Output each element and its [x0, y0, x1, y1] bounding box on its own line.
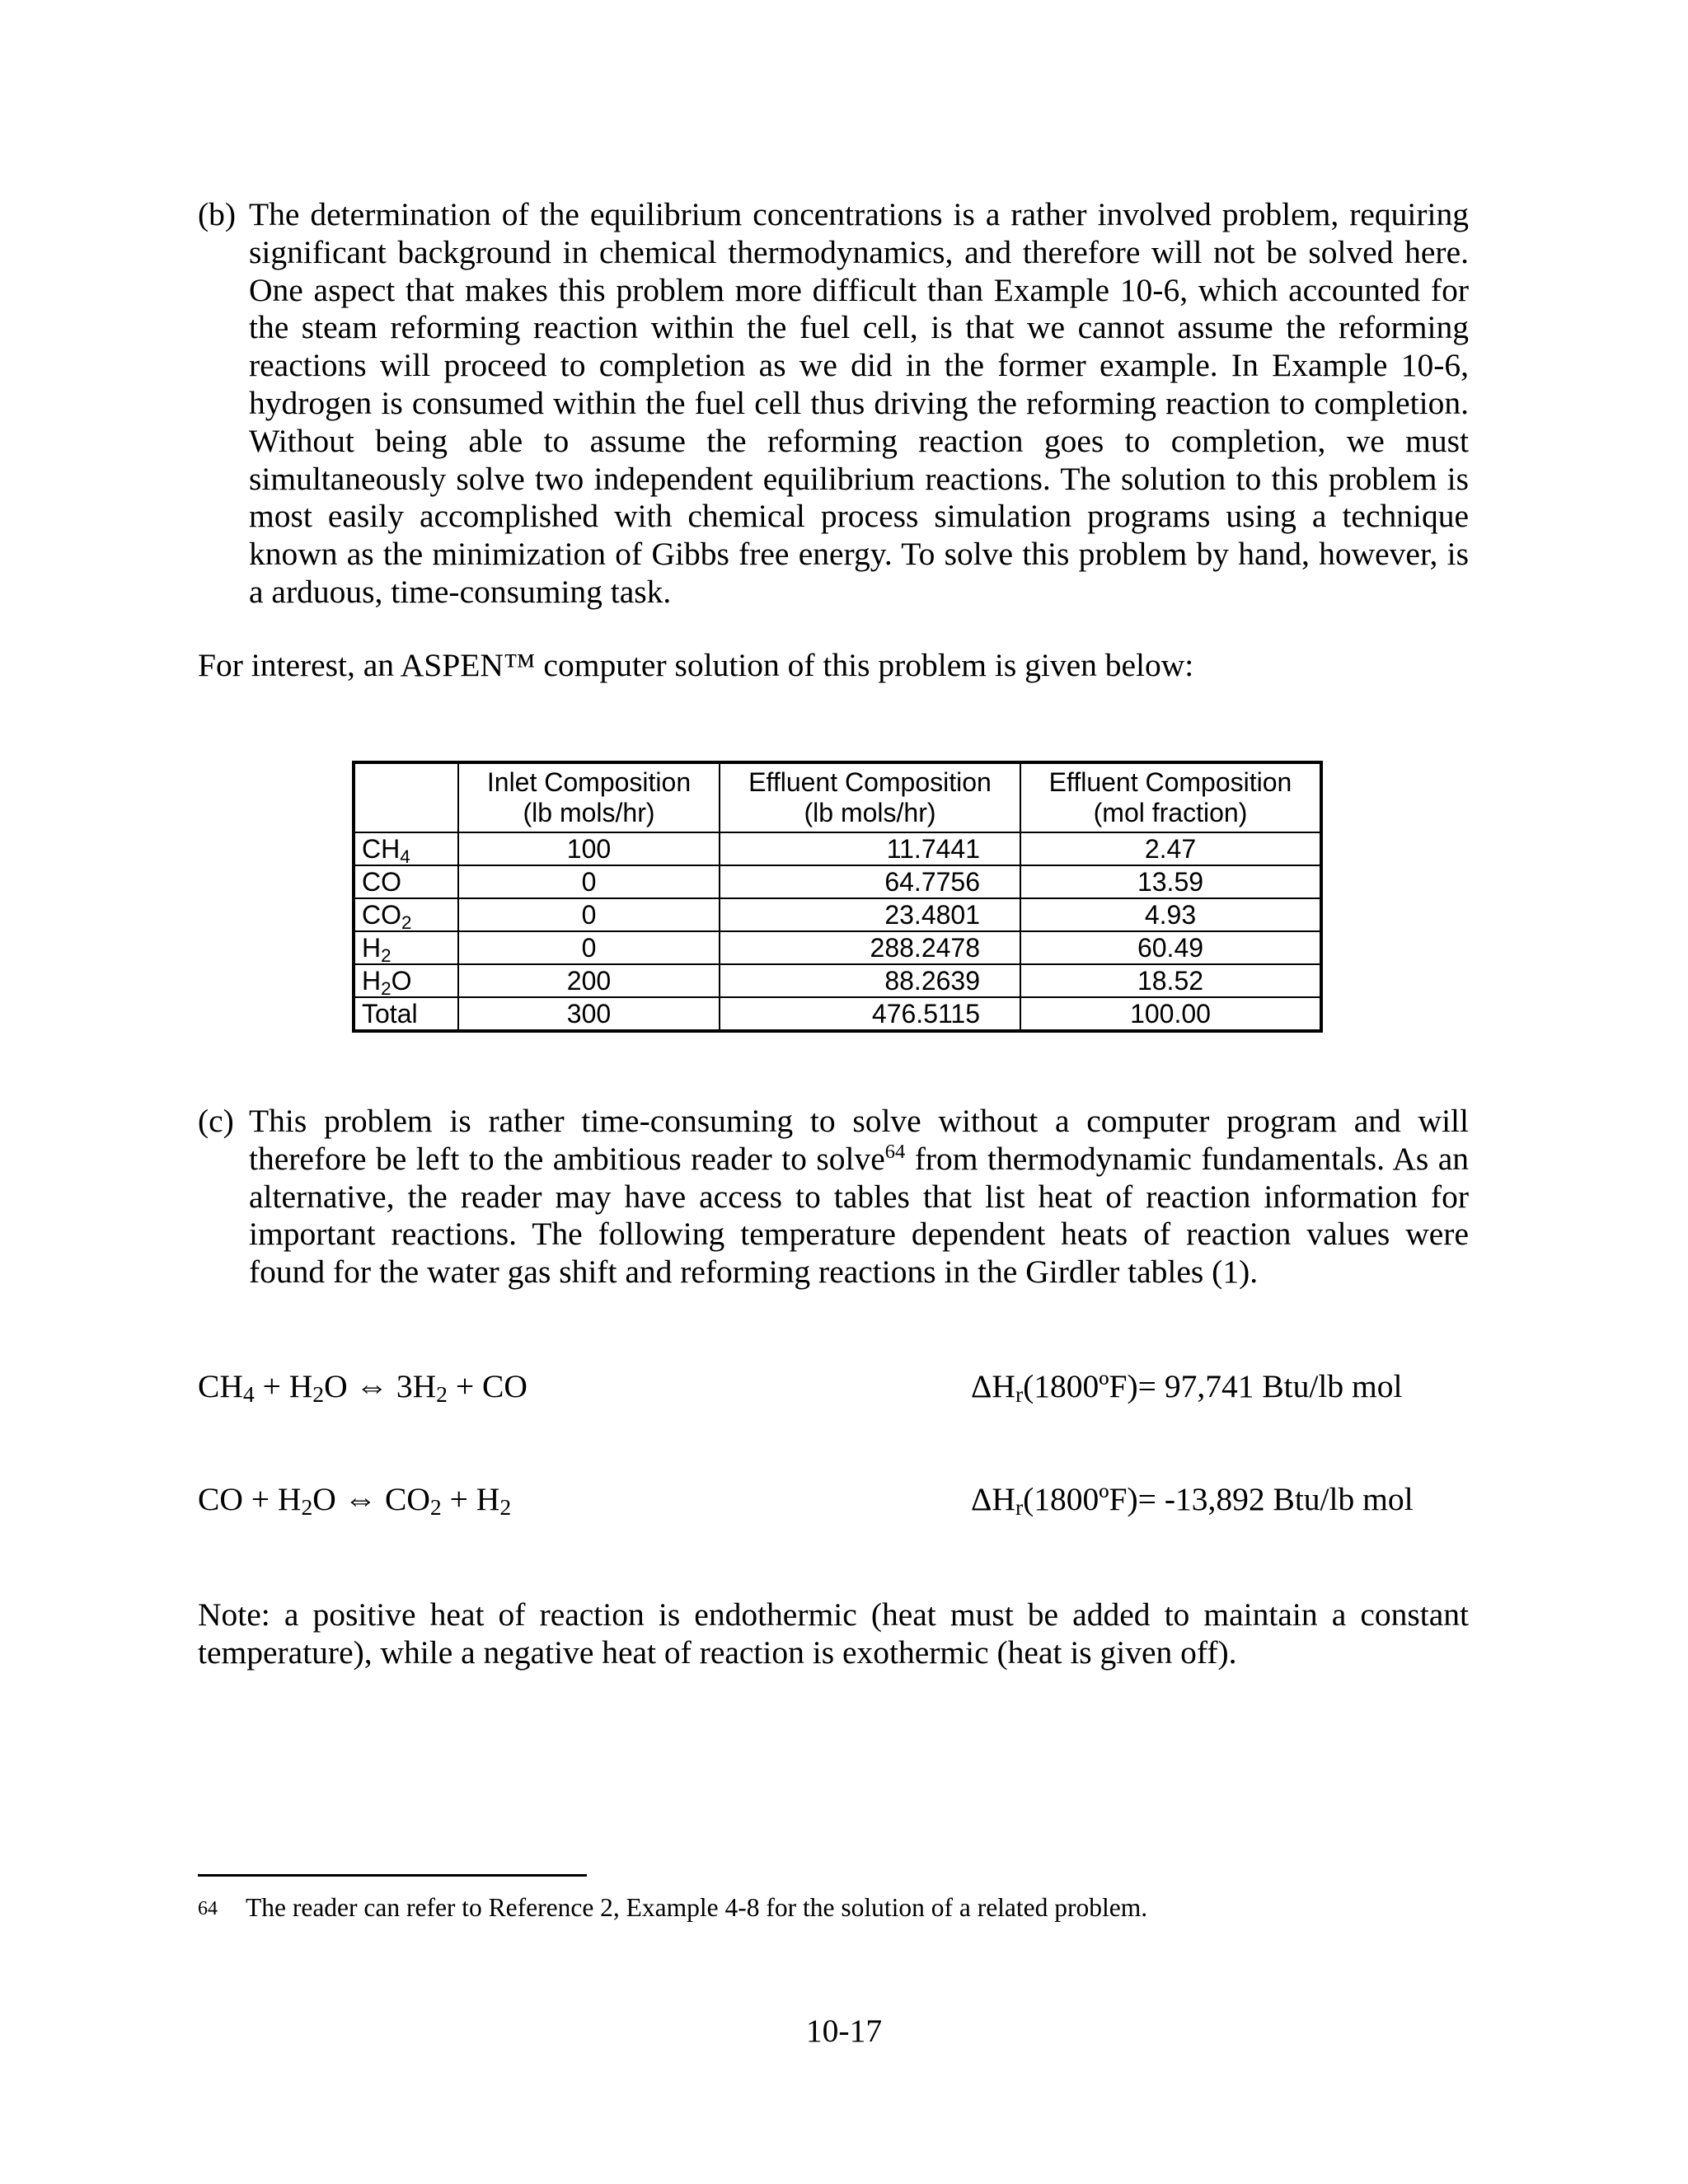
- header-effluent-line2: (lb mols/hr): [804, 798, 936, 827]
- row-component: $CH_4$: [354, 832, 458, 865]
- footnote-divider: [198, 1874, 587, 1877]
- row-component: Total: [354, 997, 458, 1031]
- row-effluent: 23.4801: [720, 898, 1020, 931]
- header-effluent-line1: Effluent Composition: [748, 767, 992, 797]
- footnote-number: 64: [198, 1898, 218, 1919]
- table-row: [354, 964, 1321, 997]
- row-fraction: 2.47: [1020, 832, 1321, 865]
- row-inlet: 100: [458, 832, 720, 865]
- interest-sentence: For interest, an ASPEN™ computer solution of this problem is given below:: [198, 647, 1194, 683]
- aspen-results-table: [352, 761, 1323, 1033]
- page-number: 10-17: [805, 2013, 883, 2049]
- table-row: [354, 832, 1321, 865]
- row-inlet: 0: [458, 865, 720, 898]
- row-fraction: 13.59: [1020, 865, 1321, 898]
- part-c-label: (c): [198, 1103, 234, 1139]
- row-effluent: 64.7756: [720, 865, 1020, 898]
- header-inlet: [458, 762, 720, 832]
- row-fraction: 60.49: [1020, 931, 1321, 964]
- header-inlet-line1: Inlet Composition: [486, 767, 692, 797]
- header-inlet-line2: (lb mols/hr): [523, 798, 655, 827]
- part-b-label: (b): [198, 196, 237, 232]
- header-fraction-line1: Effluent Composition: [1048, 767, 1292, 797]
- part-b-text: The determination of the equilibrium concentrations is a rather involved problem, requiring significant background in chemical thermodynamics, and therefore will not be solved here. One aspect that makes this problem more difficult than Example 10-6, which accounted for the steam reforming reaction within the fuel cell, is that we cannot assume the reforming reactions will proceed to completion as we did in the former example. In Example 10-6, hydrogen is consumed within the fuel cell thus driving the reforming reaction to completion. Without being able to assume the reforming reaction goes to completion, we must simultaneously solve two independent equilibrium reactions. The solution to this problem is most easily accomplished with chemical process simulation programs using a technique known as the minimization of Gibbs free energy. To solve this problem by hand, however, is a arduous, time-consuming task.: [249, 196, 1469, 610]
- header-effluent: [720, 762, 1020, 832]
- header-fraction-line2: (mol fraction): [1093, 798, 1248, 827]
- row-fraction: 4.93: [1020, 898, 1321, 931]
- paragraph-part-c: [198, 1103, 1469, 1291]
- row-inlet: 200: [458, 964, 720, 997]
- row-component: $CO_2$: [354, 898, 458, 931]
- reaction-1-equation: $CH_4 + H_2O$ ⇔ $3H_2$ + CO: [198, 1368, 528, 1407]
- row-effluent: 88.2639: [720, 964, 1020, 997]
- table-row: [354, 997, 1321, 1031]
- row-effluent: 11.7441: [720, 832, 1020, 865]
- paragraph-part-b: [198, 196, 1469, 612]
- table-header-row: [354, 762, 1321, 832]
- table-row: [354, 898, 1321, 931]
- reaction-2-equation: CO + $H_2O$ ⇔ $CO_2 + H_2$: [198, 1481, 512, 1520]
- part-c-text: This problem is rather time-consuming to solve without a computer program and will therefore be left to the ambitious reader to solve$^{64}$ from thermodynamic fundamentals. As an alternative, the reader may have access to tables that list heat of reaction information for important reactions. The following temperature dependent heats of reaction values were found for the water gas shift and reforming reactions in the Girdler tables (1).: [249, 1103, 1469, 1291]
- reaction-1-enthalpy: $\Delta H_r(1800ºF)= 97,741$ Btu/lb mol: [971, 1368, 1403, 1407]
- footnote-text: The reader can refer to Reference 2, Example 4-8 for the solution of a related problem.: [246, 1893, 1148, 1922]
- equilibrium-arrow-icon: ⇔: [355, 1368, 388, 1404]
- table-row: [354, 931, 1321, 964]
- row-inlet: 300: [458, 997, 720, 1031]
- header-blank-cell: [354, 762, 458, 832]
- header-fraction: [1020, 762, 1321, 832]
- row-fraction: 18.52: [1020, 964, 1321, 997]
- table-row: [354, 865, 1321, 898]
- row-effluent: 288.2478: [720, 931, 1020, 964]
- row-fraction: 100.00: [1020, 997, 1321, 1031]
- row-inlet: 0: [458, 898, 720, 931]
- equilibrium-arrow-icon: ⇔: [344, 1481, 377, 1517]
- row-component: CO: [354, 865, 458, 898]
- reaction-2-enthalpy: $\Delta H_r(1800ºF)= -13,892$ Btu/lb mol: [971, 1481, 1414, 1520]
- row-effluent: 476.5115: [720, 997, 1020, 1031]
- note-paragraph: Note: a positive heat of reaction is endothermic (heat must be added to maintain a constant temperature), while a negative heat of reaction is exothermic (heat is given off).: [198, 1596, 1469, 1671]
- row-component: $H_2$: [354, 931, 458, 964]
- row-inlet: 0: [458, 931, 720, 964]
- footnote-reference: 64: [884, 1140, 906, 1163]
- row-component: $H_2O$: [354, 964, 458, 997]
